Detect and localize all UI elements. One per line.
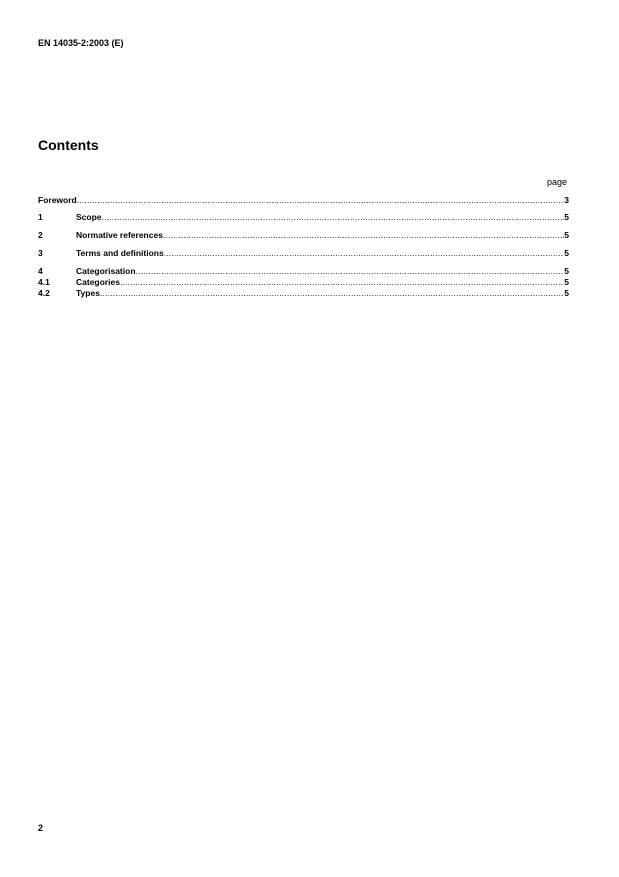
toc-entry-number: 2 — [38, 230, 43, 240]
toc-leader-dots — [77, 195, 565, 206]
contents-title: Contents — [38, 137, 99, 153]
toc-entry-categorisation[interactable] — [38, 266, 569, 277]
toc-entry-title: Categorisation — [76, 266, 136, 276]
toc-entry-page: 5 — [564, 277, 569, 287]
toc-leader-dots — [163, 230, 564, 241]
toc-entry-page: 3 — [564, 195, 569, 205]
toc-entry-title: Categories — [76, 277, 120, 287]
page-column-label: page — [546, 177, 567, 187]
toc-entry-scope[interactable] — [38, 212, 569, 223]
toc-entry-number: 4.2 — [38, 288, 50, 298]
toc-leader-dots — [164, 248, 565, 259]
toc-entry-terms-and-definitions[interactable] — [38, 248, 569, 259]
toc-entry-page: 5 — [564, 248, 569, 258]
toc-entry-title: Types — [76, 288, 100, 298]
toc-entry-categories[interactable] — [38, 277, 569, 288]
toc-leader-dots — [100, 288, 564, 299]
document-id: EN 14035-2:2003 (E) — [38, 38, 124, 48]
toc-entry-number: 4.1 — [38, 277, 50, 287]
toc-entry-types[interactable] — [38, 288, 569, 299]
toc-entry-page: 5 — [564, 212, 569, 222]
toc-entry-page: 5 — [564, 230, 569, 240]
toc-entry-page: 5 — [564, 266, 569, 276]
toc-entry-number: 1 — [38, 212, 43, 222]
toc-entry-page: 5 — [564, 288, 569, 298]
toc-entry-number: 3 — [38, 248, 43, 258]
toc-leader-dots — [102, 212, 565, 223]
toc-entry-title: Foreword — [38, 195, 77, 205]
toc-leader-dots — [136, 266, 565, 277]
toc-entry-title: Scope — [76, 212, 102, 222]
toc-leader-dots — [120, 277, 564, 288]
toc-entry-title: Terms and definitions — [76, 248, 164, 258]
toc-entry-foreword[interactable] — [38, 195, 569, 206]
toc-entry-title: Normative references — [76, 230, 163, 240]
page-number: 2 — [38, 823, 44, 833]
toc-entry-number: 4 — [38, 266, 43, 276]
toc-entry-normative-references[interactable] — [38, 230, 569, 241]
